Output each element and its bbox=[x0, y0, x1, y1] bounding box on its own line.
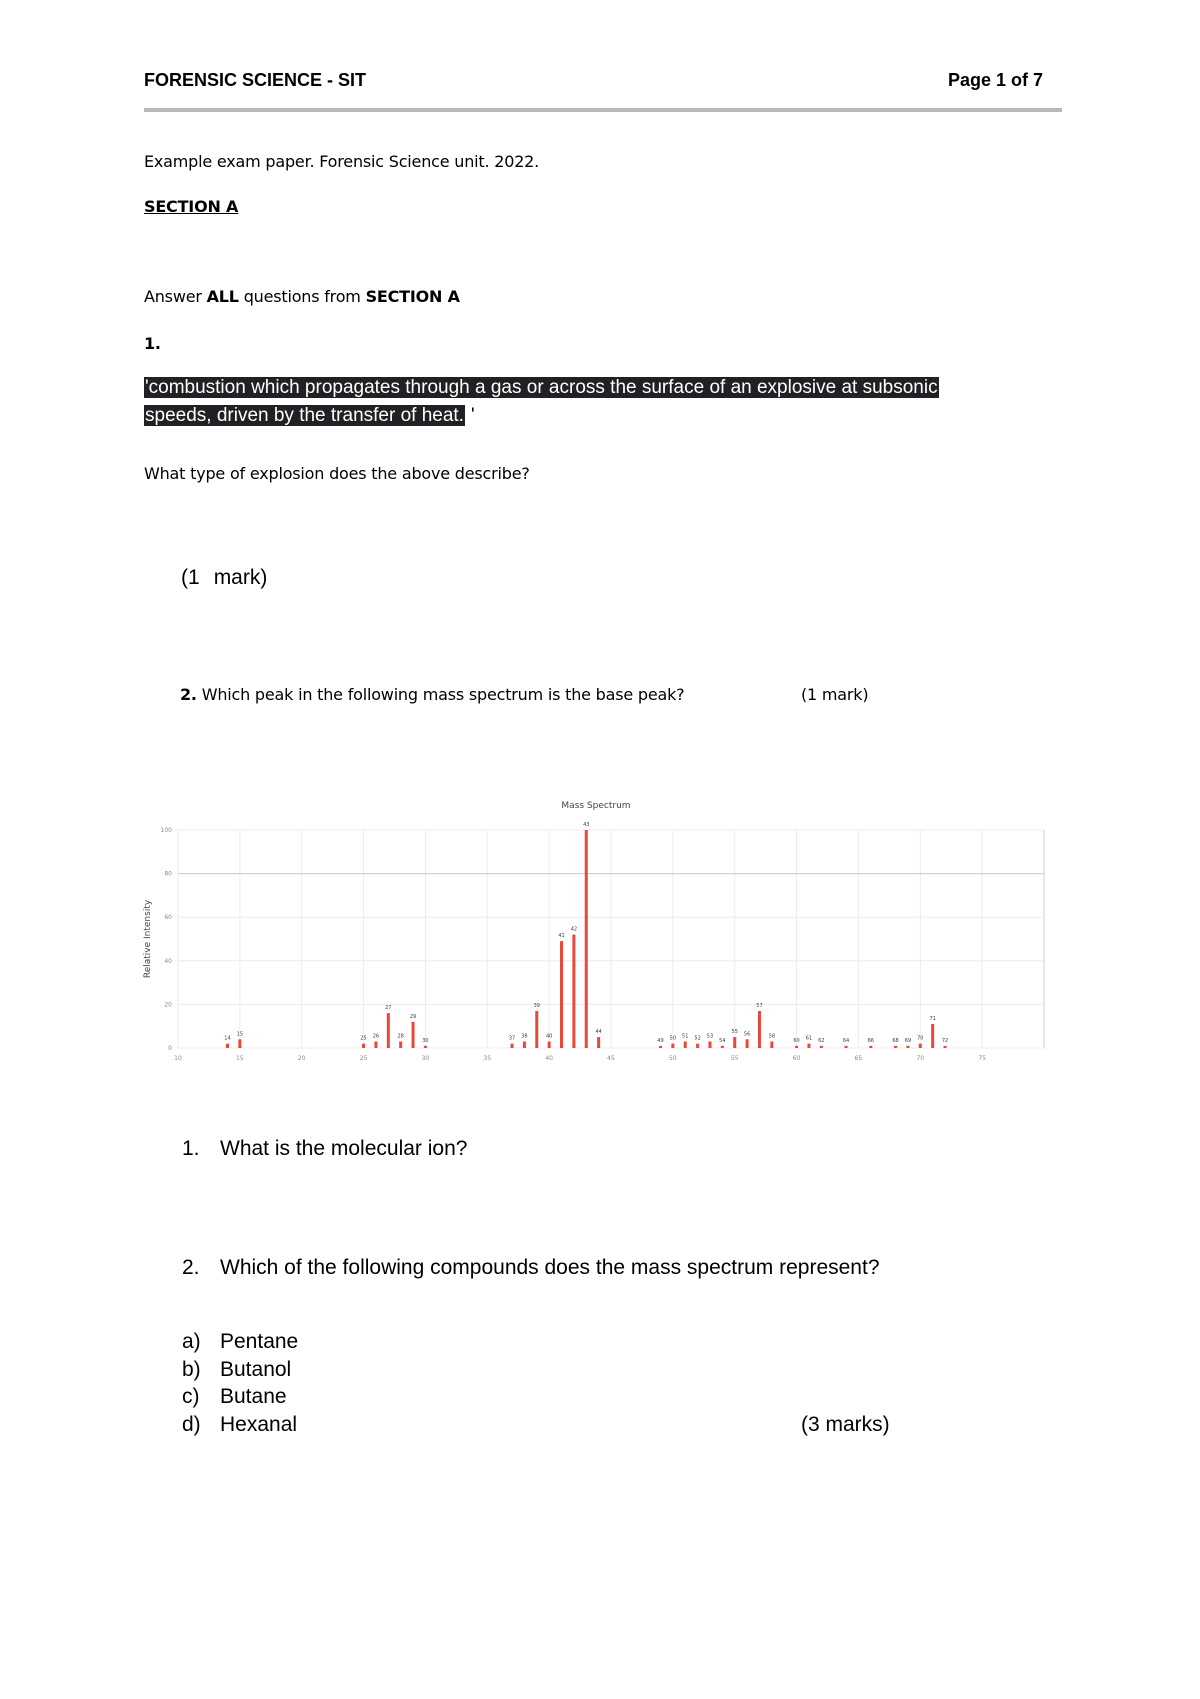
question-1-mark bbox=[181, 566, 267, 590]
peak-label: 41 bbox=[558, 933, 565, 940]
peak-label: 53 bbox=[706, 1033, 714, 1040]
peak-label: 58 bbox=[768, 1033, 776, 1040]
peak-label: 51 bbox=[682, 1033, 689, 1040]
peak-label: 38 bbox=[521, 1033, 528, 1040]
peak-bar bbox=[226, 1044, 229, 1048]
sub-question-2 bbox=[182, 1256, 880, 1280]
peak-bar bbox=[585, 830, 588, 1048]
x-tick-label: 60 bbox=[792, 1055, 801, 1062]
option-c-text: Butane bbox=[220, 1385, 287, 1408]
peak-label: 42 bbox=[570, 926, 578, 933]
peak-label: 30 bbox=[422, 1037, 429, 1044]
chart-y-axis-label: Relative Intensity bbox=[143, 899, 153, 979]
instruction-emphasis-all: ALL bbox=[206, 287, 239, 306]
peak-bar bbox=[807, 1044, 810, 1048]
peak-label: 69 bbox=[904, 1037, 912, 1044]
option-b-letter: b) bbox=[182, 1358, 201, 1381]
question-1-quote bbox=[144, 374, 939, 430]
peak-bar bbox=[374, 1041, 377, 1048]
peak-bar bbox=[238, 1039, 241, 1048]
x-tick-label: 25 bbox=[359, 1055, 368, 1062]
peak-bar bbox=[659, 1046, 662, 1048]
peak-bar bbox=[684, 1041, 687, 1048]
x-tick-label: 65 bbox=[854, 1055, 863, 1062]
x-tick-label: 15 bbox=[236, 1055, 244, 1062]
peak-label: 29 bbox=[409, 1013, 417, 1020]
peak-bar bbox=[535, 1011, 538, 1048]
y-tick-label: 100 bbox=[160, 827, 172, 834]
header-page-label: Page 1 of 7 bbox=[948, 70, 1044, 90]
instruction-prefix: Answer bbox=[144, 287, 207, 306]
question-1-mark-open: (1 bbox=[181, 566, 200, 589]
peak-bar bbox=[758, 1011, 761, 1048]
quote-line-2: speeds, driven by the transfer of heat. bbox=[145, 405, 464, 426]
peak-label: 66 bbox=[867, 1037, 874, 1044]
x-tick-label: 20 bbox=[297, 1055, 306, 1062]
y-tick-label: 80 bbox=[164, 870, 172, 878]
peak-label: 40 bbox=[545, 1033, 553, 1040]
chart-title: Mass Spectrum bbox=[561, 801, 631, 811]
x-tick-label: 30 bbox=[421, 1055, 430, 1062]
peak-bar bbox=[597, 1037, 600, 1048]
peak-bar bbox=[424, 1046, 427, 1048]
option-d bbox=[182, 1413, 297, 1437]
peak-bar bbox=[894, 1046, 897, 1048]
option-d-text: Hexanal bbox=[220, 1413, 298, 1436]
peak-label: 55 bbox=[731, 1029, 738, 1036]
x-tick-label: 10 bbox=[174, 1055, 182, 1062]
instruction-emphasis-section: SECTION A bbox=[365, 287, 460, 306]
x-tick-label: 55 bbox=[730, 1055, 739, 1062]
peak-label: 43 bbox=[583, 822, 590, 828]
peak-bar bbox=[572, 935, 575, 1048]
peak-label: 52 bbox=[694, 1035, 701, 1042]
instruction-middle: questions from bbox=[238, 287, 366, 306]
peak-bar bbox=[696, 1044, 699, 1048]
peak-label: 60 bbox=[793, 1037, 800, 1044]
peak-label: 72 bbox=[941, 1037, 949, 1044]
peak-label: 14 bbox=[224, 1035, 231, 1042]
peak-bar bbox=[795, 1046, 798, 1048]
sub-question-1-text: What is the molecular ion? bbox=[220, 1137, 468, 1160]
question-3-mark: (3 marks) bbox=[801, 1413, 890, 1436]
option-a bbox=[182, 1330, 298, 1354]
x-tick-label: 45 bbox=[607, 1055, 615, 1062]
x-tick-label: 75 bbox=[978, 1055, 986, 1062]
peak-label: 39 bbox=[533, 1002, 540, 1009]
peak-bar bbox=[944, 1046, 947, 1048]
peak-bar bbox=[721, 1046, 724, 1048]
peak-bar bbox=[733, 1037, 736, 1048]
peak-label: 64 bbox=[842, 1037, 850, 1044]
chart-grid bbox=[178, 830, 1044, 1048]
section-title: SECTION A bbox=[144, 197, 239, 216]
sub-question-2-number: 2. bbox=[182, 1256, 200, 1279]
x-tick-label: 35 bbox=[483, 1055, 492, 1062]
peak-bar bbox=[919, 1044, 922, 1048]
peak-bar bbox=[560, 941, 563, 1048]
peak-bar bbox=[511, 1044, 514, 1048]
question-1-number: 1. bbox=[144, 334, 161, 353]
peak-label: 26 bbox=[372, 1033, 380, 1040]
peak-label: 56 bbox=[743, 1031, 751, 1038]
header-title: FORENSIC SCIENCE - SIT bbox=[144, 70, 367, 90]
peak-label: 37 bbox=[508, 1035, 516, 1042]
peak-label: 15 bbox=[236, 1031, 244, 1038]
peak-bar bbox=[708, 1041, 711, 1048]
question-1-mark-word: mark) bbox=[213, 566, 268, 589]
peak-bar bbox=[820, 1046, 823, 1048]
x-tick-label: 70 bbox=[916, 1055, 925, 1062]
question-2-mark: (1 mark) bbox=[801, 685, 869, 704]
peak-bar bbox=[906, 1046, 909, 1048]
peak-bar bbox=[412, 1022, 415, 1048]
y-tick-label: 60 bbox=[164, 914, 172, 922]
peak-bar bbox=[869, 1046, 872, 1048]
peak-label: 44 bbox=[595, 1029, 602, 1036]
peak-bar bbox=[362, 1044, 365, 1048]
y-tick-label: 20 bbox=[164, 1001, 172, 1009]
option-a-letter: a) bbox=[182, 1330, 201, 1353]
sub-question-2-text: Which of the following compounds does the mass spectrum represent? bbox=[220, 1256, 880, 1279]
peak-label: 50 bbox=[669, 1035, 677, 1042]
peak-label: 28 bbox=[397, 1033, 404, 1040]
peak-label: 68 bbox=[892, 1037, 899, 1044]
y-tick-label: 0 bbox=[168, 1045, 172, 1052]
peak-label: 62 bbox=[818, 1037, 825, 1044]
sub-question-1 bbox=[182, 1137, 467, 1161]
option-b bbox=[182, 1358, 291, 1382]
option-c-letter: c) bbox=[182, 1385, 200, 1408]
sub-question-1-number: 1. bbox=[182, 1137, 200, 1160]
chart-bars bbox=[224, 822, 948, 1048]
option-a-text: Pentane bbox=[220, 1330, 299, 1353]
quote-line-1: 'combustion which propagates through a gas or across the surface of an explosive at subsonic bbox=[145, 377, 938, 398]
peak-bar bbox=[931, 1024, 934, 1048]
peak-bar bbox=[746, 1039, 749, 1048]
question-2-text: Which peak in the following mass spectrum is the base peak? bbox=[196, 685, 685, 704]
option-c bbox=[182, 1385, 287, 1409]
mass-spectrum-chart bbox=[136, 790, 1056, 1080]
peak-bar bbox=[845, 1046, 848, 1048]
peak-bar bbox=[387, 1013, 390, 1048]
peak-bar bbox=[523, 1041, 526, 1048]
peak-label: 70 bbox=[917, 1035, 924, 1042]
instruction-line bbox=[144, 287, 460, 306]
peak-bar bbox=[671, 1044, 674, 1048]
question-2-number: 2. bbox=[180, 685, 197, 704]
quote-close-mark: ' bbox=[470, 405, 475, 426]
x-tick-label: 50 bbox=[669, 1055, 677, 1062]
question-1-text: What type of explosion does the above describe? bbox=[144, 464, 530, 483]
option-b-text: Butanol bbox=[220, 1358, 292, 1381]
peak-bar bbox=[548, 1041, 551, 1048]
header-rule bbox=[144, 108, 1062, 112]
intro-text: Example exam paper. Forensic Science unit. 2022. bbox=[144, 152, 540, 171]
peak-label: 49 bbox=[657, 1037, 664, 1044]
x-tick-label: 40 bbox=[545, 1055, 553, 1062]
peak-bar bbox=[770, 1041, 773, 1048]
peak-label: 71 bbox=[929, 1016, 936, 1023]
y-tick-label: 40 bbox=[164, 957, 172, 965]
peak-label: 27 bbox=[385, 1005, 392, 1012]
peak-label: 25 bbox=[360, 1035, 367, 1042]
question-2-line bbox=[180, 685, 684, 704]
option-d-letter: d) bbox=[182, 1413, 201, 1436]
peak-label: 57 bbox=[756, 1002, 763, 1009]
peak-label: 54 bbox=[719, 1037, 726, 1044]
peak-bar bbox=[399, 1041, 402, 1048]
peak-label: 61 bbox=[805, 1035, 813, 1042]
